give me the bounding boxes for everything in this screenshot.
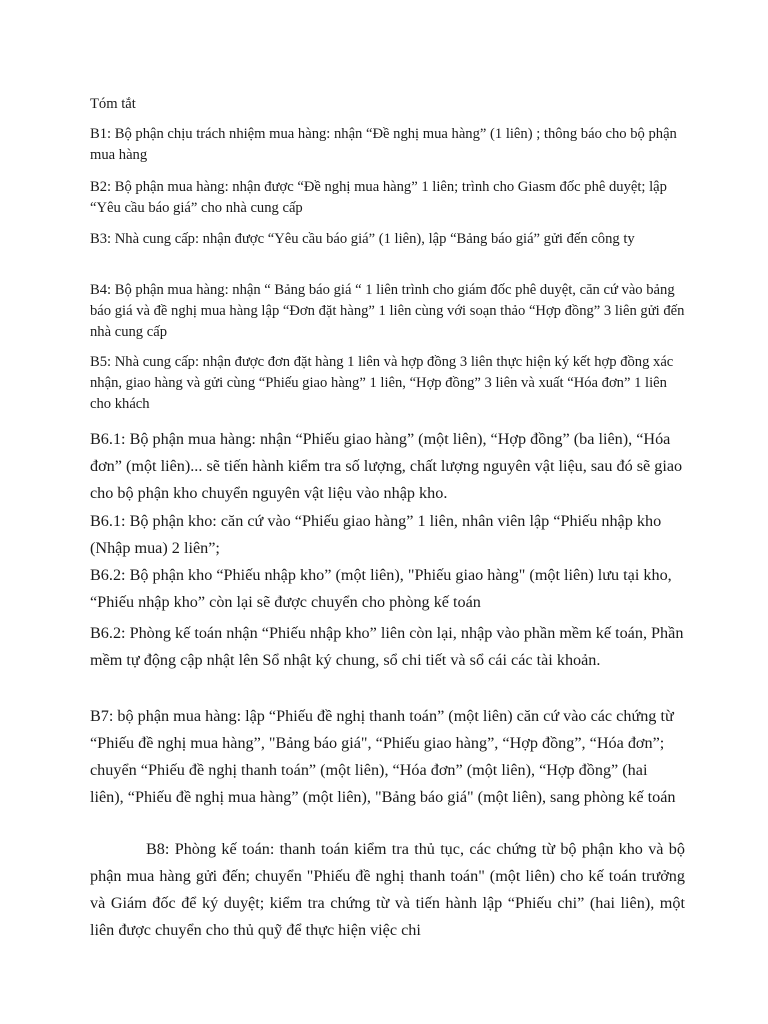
- paragraph-b5: B5: Nhà cung cấp: nhận được đơn đặt hàng 1 liên và hợp đồng 3 liên thực hiện ký kết hợp đồng xác nhận, giao hàng và gửi cùng “Phiếu giao hàng” 1 liên, “Hợp đồng” 3 liên và xuất “Hóa đơn” 1 liên cho khách: [90, 354, 674, 412]
- paragraph-b8: B8: Phòng kế toán: thanh toán kiểm tra thủ tục, các chứng từ bộ phận kho và bộ phận mua hàng gửi đến; chuyển "Phiếu đề nghị thanh toán" (một liên) cho kế toán trưởng và Giám đốc để ký duyệt; kiểm tra chứng từ và tiến hành lập “Phiếu chi” (hai liên), một liên được chuyển cho thủ quỹ để thực hiện việc chi: [90, 840, 685, 939]
- paragraph-b6-2-warehouse: B6.2: Bộ phận kho “Phiếu nhập kho” (một liên), "Phiếu giao hàng" (một liên) lưu tại kho, “Phiếu nhập kho” còn lại sẽ được chuyển cho phòng kế toán: [90, 566, 672, 611]
- paragraph-b3: B3: Nhà cung cấp: nhận được “Yêu cầu báo giá” (1 liên), lập “Bảng báo giá” gửi đến công ty: [90, 231, 635, 247]
- paragraph-b6-1-purchasing: B6.1: Bộ phận mua hàng: nhận “Phiếu giao hàng” (một liên), “Hợp đồng” (ba liên), “Hóa đơn” (một liên)... sẽ tiến hành kiểm tra số lượng, chất lượng nguyên vật liệu, sau đó sẽ giao cho bộ phận kho chuyển nguyên vật liệu vào nhập kho.: [90, 430, 683, 502]
- paragraph-b2: B2: Bộ phận mua hàng: nhận được “Đề nghị mua hàng” 1 liên; trình cho Giasm đốc phê duyệt; lập “Yêu cầu báo giá” cho nhà cung cấp: [90, 179, 667, 216]
- paragraph-b6-1-warehouse: B6.1: Bộ phận kho: căn cứ vào “Phiếu giao hàng” 1 liên, nhân viên lập “Phiếu nhập kho (Nhập mua) 2 liên”;: [90, 512, 662, 557]
- paragraph-b1: B1: Bộ phận chịu trách nhiệm mua hàng: nhận “Đề nghị mua hàng” (1 liên) ; thông báo cho bộ phận mua hàng: [90, 126, 677, 163]
- paragraph-b7: B7: bộ phận mua hàng: lập “Phiếu đề nghị thanh toán” (một liên) căn cứ vào các chứng từ “Phiếu đề nghị mua hàng”, "Bảng báo giá", “Phiếu giao hàng”, “Hợp đồng”, “Hóa đơn”; chuyển “Phiếu đề nghị thanh toán” (một liên), “Hóa đơn” (một liên), “Hợp đồng” (hai liên), “Phiếu đề nghị mua hàng” (một liên), "Bảng báo giá" (một liên), sang phòng kế toán: [90, 707, 676, 806]
- document-title: Tóm tắt: [90, 96, 136, 112]
- paragraph-b6-2-accounting: B6.2: Phòng kế toán nhận “Phiếu nhập kho” liên còn lại, nhập vào phần mềm kế toán, Phần mềm tự động cập nhật lên Sổ nhật ký chung, sổ chi tiết và sổ cái các tài khoản.: [90, 624, 684, 669]
- paragraph-b4: B4: Bộ phận mua hàng: nhận “ Bảng báo giá “ 1 liên trình cho giám đốc phê duyệt, căn cứ vào bảng báo giá và đề nghị mua hàng lập “Đơn đặt hàng” 1 liên cùng với soạn thảo “Hợp đồng” 3 liên gửi đến nhà cung cấp: [90, 282, 685, 340]
